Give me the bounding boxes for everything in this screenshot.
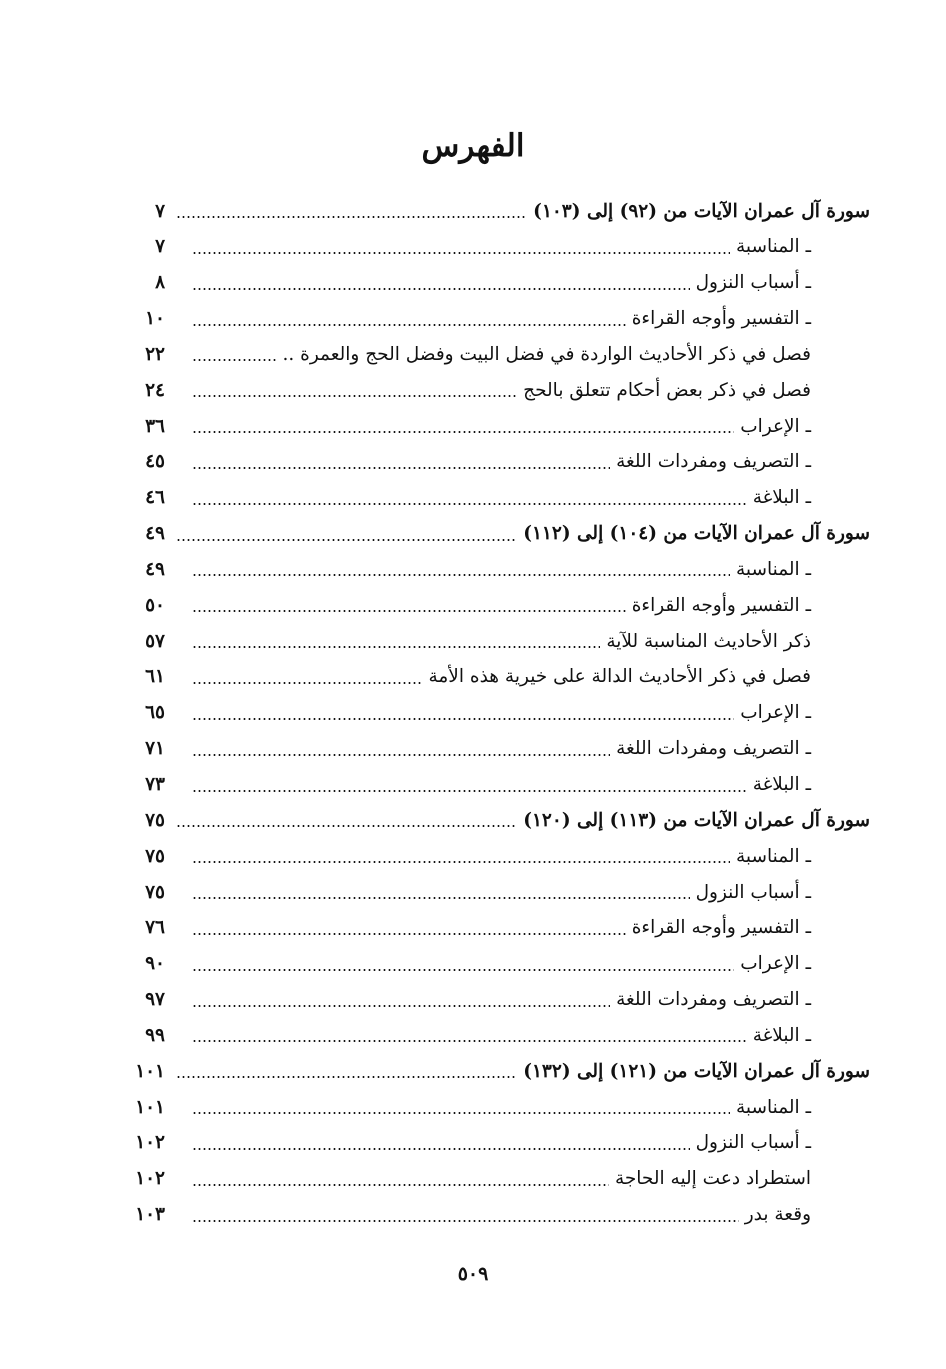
toc-entry — [186, 1129, 811, 1157]
dot-leader — [192, 682, 422, 684]
toc-entry — [186, 1021, 811, 1049]
toc-entry-row — [0, 767, 946, 803]
toc-section-row — [0, 1053, 946, 1089]
toc-entry-row — [0, 731, 946, 767]
toc-entry-row — [0, 1017, 946, 1053]
toc-section-title: سورة آل عمران الآيات من (١٠٤) إلى (١١٢) — [523, 523, 870, 545]
toc-entry — [186, 986, 811, 1014]
page-title: الفهرس — [421, 128, 525, 164]
toc-entry-row — [0, 265, 946, 301]
toc-entry-row — [0, 623, 946, 659]
toc-entry-label: ـ المناسبة — [736, 236, 811, 258]
toc-page-number: ٧٣ — [145, 774, 165, 795]
toc-entry — [186, 1165, 811, 1193]
toc-entry — [186, 663, 811, 691]
toc-entry-row — [0, 1197, 946, 1233]
toc-entry — [186, 842, 811, 870]
toc-entry-label: وقعة بدر — [744, 1204, 811, 1226]
toc-page-number: ٥٠ — [145, 594, 165, 616]
toc-entry — [186, 699, 811, 727]
toc-section-title: سورة آل عمران الآيات من (٩٢) إلى (١٠٣) — [533, 200, 870, 222]
dot-leader — [192, 1148, 690, 1150]
toc-page-number: ٩٠ — [145, 953, 165, 975]
dot-leader — [192, 790, 747, 792]
toc-entry-row — [0, 336, 946, 372]
toc-entry-row — [0, 480, 946, 516]
toc-section-title: سورة آل عمران الآيات من (١٢١) إلى (١٣٢) — [523, 1060, 870, 1082]
dot-leader — [176, 539, 517, 541]
toc-entry-label: ـ الإعراب — [740, 415, 811, 437]
toc-entry-row — [0, 372, 946, 408]
dot-leader — [192, 969, 734, 971]
toc-entry — [186, 771, 811, 799]
toc-entry-label: ذكر الأحاديث المناسبة للآية — [606, 630, 811, 652]
toc-page-number: ٤٦ — [145, 487, 165, 509]
toc-page-number: ٩٧ — [145, 989, 165, 1011]
toc-page-number: ٢٢ — [145, 343, 165, 365]
toc-entry-row — [0, 408, 946, 444]
dot-leader — [192, 1112, 730, 1114]
toc-entry — [186, 448, 811, 476]
dot-leader — [192, 1184, 609, 1186]
toc-page-number: ٤٩ — [145, 523, 165, 545]
dot-leader — [192, 395, 517, 397]
toc-entry-label: ـ أسباب النزول — [695, 272, 811, 294]
toc-page-number: ١٠١ — [135, 1096, 165, 1118]
dot-leader — [192, 646, 600, 648]
toc-entry-row — [0, 551, 946, 587]
toc-entry-label: ـ التفسير وأوجه القراءة — [631, 308, 811, 330]
toc-entry-label: فصل في ذكر الأحاديث الواردة في فضل البيت وفضل الحج والعمرة .. — [282, 343, 811, 365]
toc-entry — [186, 376, 811, 404]
toc-entry-row — [0, 659, 946, 695]
toc-entry-label: فصل في ذكر الأحاديث الدالة على خيرية هذه الأمة — [428, 666, 811, 688]
toc-entry-row — [0, 695, 946, 731]
toc-page-number: ٧٥ — [145, 845, 165, 867]
toc-entry-label: ـ المناسبة — [736, 1096, 811, 1118]
toc-page-number: ١٠٢ — [135, 1132, 165, 1154]
toc-entry-row — [0, 444, 946, 480]
toc-entry-label: ـ التفسير وأوجه القراءة — [631, 594, 811, 616]
toc-entry — [186, 735, 811, 763]
dot-leader — [192, 718, 734, 720]
toc-entry-label: ـ البلاغة — [752, 487, 811, 509]
toc-page-number: ٣٦ — [145, 415, 165, 437]
toc-page-number: ١٠ — [145, 308, 165, 330]
dot-leader — [176, 825, 517, 827]
dot-leader — [192, 431, 734, 433]
toc-page-number: ٧٦ — [145, 917, 165, 939]
dot-leader — [176, 216, 527, 218]
dot-leader — [192, 933, 626, 935]
toc-page-number: ٥٧ — [145, 630, 165, 652]
toc-page-number: ٧ — [155, 200, 165, 222]
toc-entry — [170, 520, 870, 548]
toc-entry-row — [0, 1161, 946, 1197]
toc-entry — [170, 197, 870, 225]
toc-entry-row — [0, 229, 946, 265]
toc-entry-label: ـ الإعراب — [740, 702, 811, 724]
toc-entry — [186, 484, 811, 512]
toc-entry-label: ـ البلاغة — [752, 774, 811, 795]
toc-entry — [186, 950, 811, 978]
toc-entry-row — [0, 587, 946, 623]
toc-entry-label: ـ التصريف ومفردات اللغة — [616, 989, 811, 1011]
toc-entry — [186, 269, 811, 297]
toc-page-number: ٤٥ — [145, 451, 165, 473]
toc-page-number: ٧ — [155, 236, 165, 258]
dot-leader — [176, 1076, 517, 1078]
toc-section-row — [0, 516, 946, 552]
dot-leader — [192, 1005, 610, 1007]
dot-leader — [192, 1040, 747, 1042]
dot-leader — [192, 252, 730, 254]
toc-entry — [186, 555, 811, 583]
toc-entry-label: استطراد دعت إليه الحاجة — [614, 1168, 811, 1190]
toc-section-title: سورة آل عمران الآيات من (١١٣) إلى (١٢٠) — [523, 809, 870, 831]
dot-leader — [192, 1220, 739, 1222]
dot-leader — [192, 897, 690, 899]
toc-page-number: ١٠٢ — [135, 1168, 165, 1190]
toc-page-number: ٤٩ — [145, 558, 165, 580]
toc-entry-label: ـ المناسبة — [736, 845, 811, 867]
dot-leader — [192, 503, 747, 505]
toc-entry — [170, 1057, 870, 1085]
toc-page-number: ١٠١ — [135, 1060, 165, 1082]
table-of-contents — [0, 193, 946, 1232]
dot-leader — [192, 288, 690, 290]
toc-entry-label: ـ أسباب النزول — [695, 881, 811, 903]
toc-page-number: ١٠٣ — [135, 1204, 165, 1226]
dot-leader — [192, 754, 610, 756]
dot-leader — [192, 467, 610, 469]
toc-page-number: ٦١ — [145, 666, 165, 688]
toc-entry — [186, 1093, 811, 1121]
dot-leader — [192, 574, 730, 576]
dot-leader — [192, 610, 626, 612]
toc-entry — [170, 806, 870, 834]
toc-entry-row — [0, 838, 946, 874]
toc-entry-row — [0, 982, 946, 1018]
page-number: ٥٠٩ — [457, 1263, 489, 1285]
toc-entry — [186, 233, 811, 261]
toc-entry — [186, 591, 811, 619]
toc-entry-label: ـ أسباب النزول — [695, 1132, 811, 1154]
toc-entry-row — [0, 1125, 946, 1161]
toc-entry — [186, 627, 811, 655]
toc-entry-label: ـ البلاغة — [752, 1024, 811, 1046]
toc-entry-label: ـ الإعراب — [740, 953, 811, 975]
toc-entry-label: ـ التفسير وأوجه القراءة — [631, 917, 811, 939]
toc-entry-row — [0, 910, 946, 946]
dot-leader — [192, 861, 730, 863]
toc-page-number: ٩٩ — [145, 1024, 165, 1046]
toc-page-number: ٧١ — [145, 738, 165, 760]
toc-entry-label: ـ التصريف ومفردات اللغة — [616, 738, 811, 760]
toc-entry-label: فصل في ذكر بعض أحكام تتعلق بالحج — [523, 379, 811, 401]
toc-page-number: ٦٥ — [145, 702, 165, 724]
toc-entry — [186, 878, 811, 906]
toc-entry-row — [0, 874, 946, 910]
toc-entry-label: ـ المناسبة — [736, 558, 811, 580]
toc-page-number: ٢٤ — [145, 379, 165, 401]
toc-entry-row — [0, 946, 946, 982]
toc-entry — [186, 340, 811, 368]
toc-entry-row — [0, 1089, 946, 1125]
toc-page-number: ٨ — [155, 272, 165, 294]
toc-entry-row — [0, 301, 946, 337]
toc-entry — [186, 412, 811, 440]
toc-entry — [186, 305, 811, 333]
dot-leader — [192, 324, 626, 326]
toc-entry — [186, 1201, 811, 1229]
toc-entry-label: ـ التصريف ومفردات اللغة — [616, 451, 811, 473]
toc-page-number: ٧٥ — [145, 881, 165, 903]
toc-section-row — [0, 193, 946, 229]
dot-leader — [192, 359, 276, 361]
toc-section-row — [0, 802, 946, 838]
toc-page-number: ٧٥ — [145, 809, 165, 831]
toc-entry — [186, 914, 811, 942]
